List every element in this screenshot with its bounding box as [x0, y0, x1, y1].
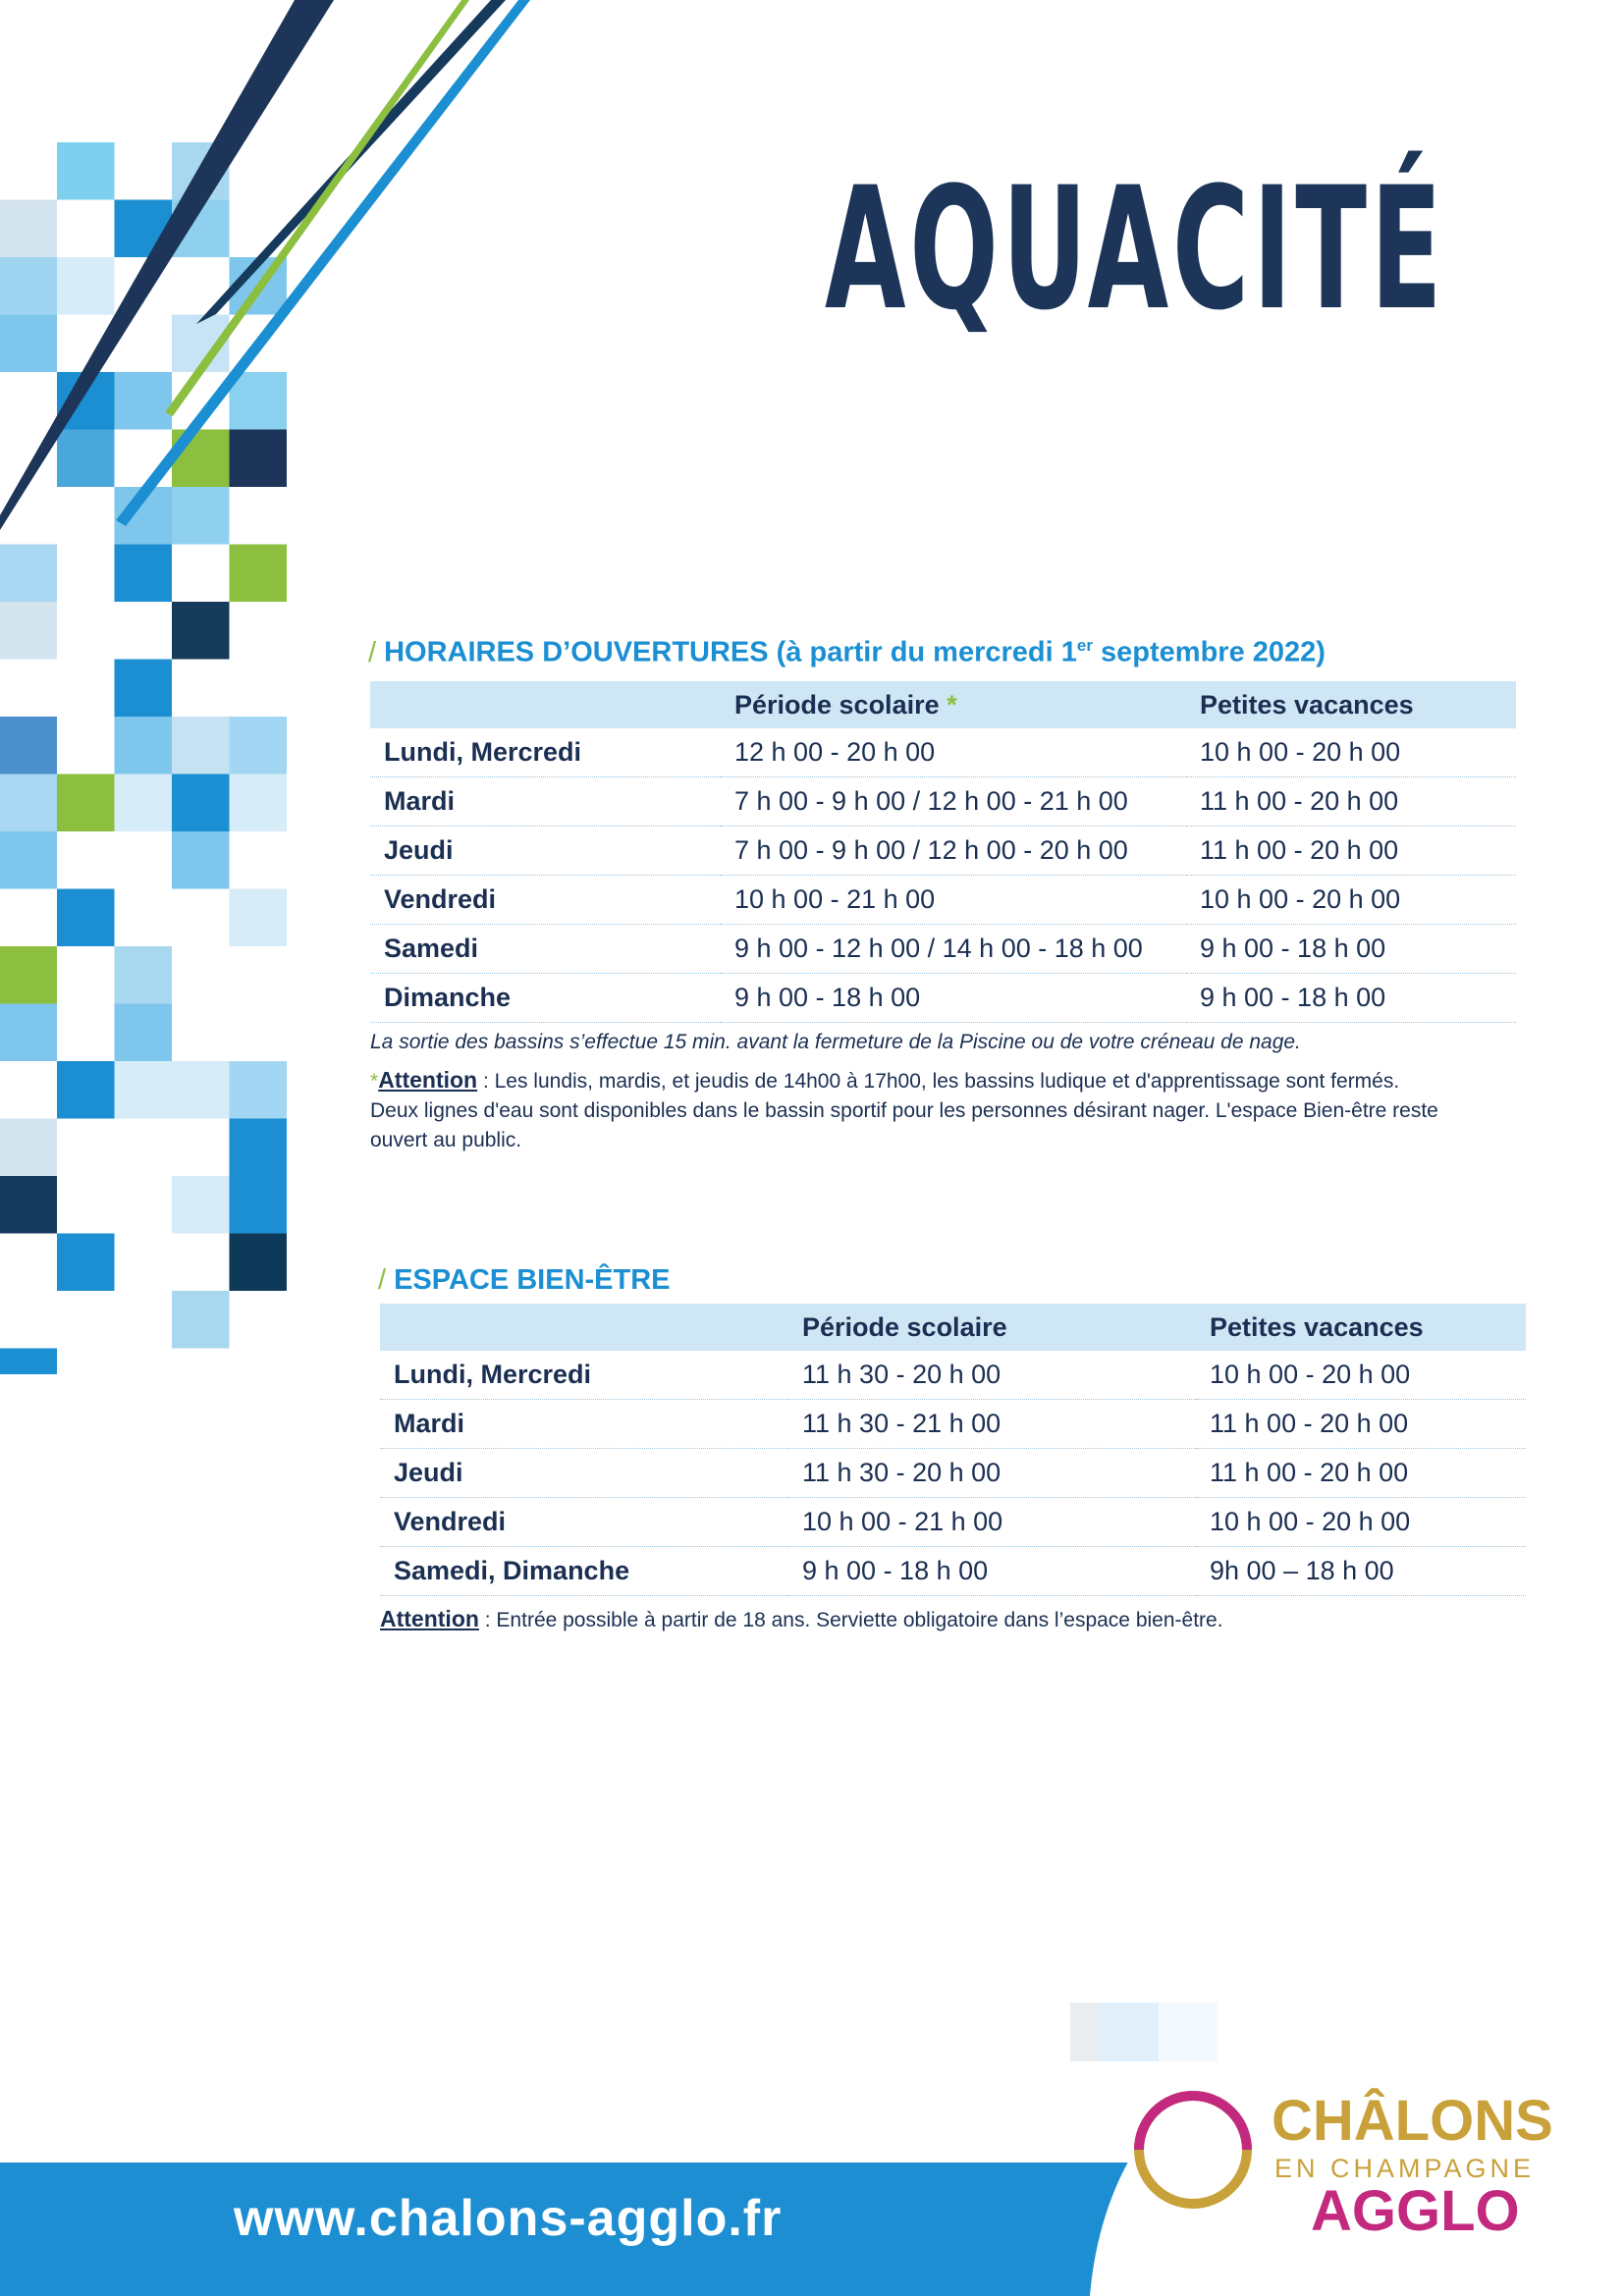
page-title: AQUACITÉ	[825, 150, 1446, 347]
table-row	[370, 974, 1516, 1023]
mosaic-tile	[0, 257, 57, 315]
bienetre-table	[380, 1304, 1526, 1596]
mosaic-tile	[172, 602, 230, 660]
mosaic-tile	[0, 831, 57, 889]
scolaire-cell: 10 h 00 - 21 h 00	[721, 876, 1186, 925]
logo-agglo: AGGLO	[1311, 2179, 1520, 2243]
mosaic-tile	[0, 1004, 57, 1062]
day-cell: Lundi, Mercredi	[380, 1351, 788, 1400]
mosaic-tile	[57, 142, 115, 200]
scolaire-cell: 11 h 30 - 20 h 00	[788, 1351, 1196, 1400]
bienetre-attention-text: : Entrée possible à partir de 18 ans. Serviette obligatoire dans l’espace bien-être.	[478, 1609, 1223, 1631]
mosaic-tile	[57, 430, 115, 488]
vacances-cell: 11 h 00 - 20 h 00	[1196, 1449, 1526, 1498]
header-vacances: Petites vacances	[1186, 681, 1516, 728]
vacances-cell: 9 h 00 - 18 h 00	[1186, 974, 1516, 1023]
mosaic-tile	[172, 1176, 230, 1234]
mosaic-tile	[115, 774, 173, 832]
closing-note: La sortie des bassins s’effectue 15 min. avant la fermeture de la Piscine ou de votre créneau de nage.	[370, 1031, 1301, 1053]
table-row	[380, 1400, 1526, 1449]
mosaic-tile	[230, 774, 288, 832]
mosaic-tile	[0, 315, 57, 373]
scolaire-cell: 11 h 30 - 20 h 00	[788, 1449, 1196, 1498]
vacances-cell: 10 h 00 - 20 h 00	[1196, 1351, 1526, 1400]
day-cell: Vendredi	[380, 1498, 788, 1547]
mosaic-tile	[57, 889, 115, 947]
footer-url[interactable]: www.chalons-agglo.fr	[234, 2190, 783, 2247]
mosaic-tile	[115, 1061, 173, 1119]
mosaic-tile	[230, 1119, 288, 1177]
header-day-cell	[370, 681, 721, 728]
vacances-cell: 11 h 00 - 20 h 00	[1196, 1400, 1526, 1449]
footer-logo-panel	[1070, 2002, 1624, 2296]
mosaic-tile	[115, 660, 173, 718]
scolaire-cell: 7 h 00 - 9 h 00 / 12 h 00 - 21 h 00	[721, 777, 1186, 827]
day-cell: Jeudi	[380, 1449, 788, 1498]
header-scolaire-label: Période scolaire	[734, 689, 940, 720]
vacances-cell: 9h 00 – 18 h 00	[1196, 1547, 1526, 1596]
day-cell: Mardi	[380, 1400, 788, 1449]
header-star: *	[947, 689, 957, 720]
mosaic-tile	[0, 545, 57, 603]
section-slash: /	[378, 1264, 387, 1296]
header-scolaire: Période scolaire	[788, 1304, 1196, 1351]
mosaic-tile	[230, 545, 288, 603]
mosaic-tile	[115, 717, 173, 774]
mosaic-tile	[57, 257, 115, 315]
mosaic-tile	[115, 946, 173, 1004]
mosaic-tile	[57, 1234, 115, 1292]
mosaic-tile	[0, 1349, 57, 1375]
table-header-row	[380, 1304, 1526, 1351]
vacances-cell: 9 h 00 - 18 h 00	[1186, 925, 1516, 974]
bienetre-attention-note	[380, 1604, 1223, 1635]
mosaic-tile	[230, 1176, 288, 1234]
horaires-title-end: septembre 2022)	[1092, 636, 1326, 668]
section-slash: /	[368, 636, 377, 668]
day-cell: Samedi	[370, 925, 721, 974]
logo-en-champagne: EN CHAMPAGNE	[1274, 2154, 1536, 2183]
attention-text: : Les lundis, mardis, et jeudis de 14h00 à 17h00, les bassins ludique et d'apprentissage sont fermés.	[477, 1070, 1400, 1093]
logo-chalons: CHÂLONS	[1272, 2089, 1553, 2153]
table-header-row	[370, 681, 1516, 728]
vacances-cell: 10 h 00 - 20 h 00	[1186, 876, 1516, 925]
blue-stripe	[116, 0, 530, 526]
scolaire-cell: 9 h 00 - 18 h 00	[721, 974, 1186, 1023]
mosaic-tile	[172, 487, 230, 545]
scolaire-cell: 7 h 00 - 9 h 00 / 12 h 00 - 20 h 00	[721, 827, 1186, 876]
mosaic-tile	[115, 545, 173, 603]
bienetre-section-title	[378, 1264, 671, 1297]
day-cell: Lundi, Mercredi	[370, 728, 721, 777]
header-scolaire	[721, 681, 1186, 728]
scolaire-cell: 10 h 00 - 21 h 00	[788, 1498, 1196, 1547]
horaires-table	[370, 681, 1516, 1023]
attention-line-3: ouvert au public.	[370, 1129, 522, 1151]
mosaic-tile	[0, 602, 57, 660]
horaires-title-sup: er	[1076, 636, 1093, 655]
scolaire-cell: 11 h 30 - 21 h 00	[788, 1400, 1196, 1449]
attention-label: Attention	[378, 1067, 478, 1093]
day-cell: Jeudi	[370, 827, 721, 876]
vacances-cell: 10 h 00 - 20 h 00	[1196, 1498, 1526, 1547]
mosaic-tile	[172, 717, 230, 774]
mosaic-tile	[230, 430, 288, 488]
horaires-title-text: HORAIRES D’OUVERTURES (à partir du mercredi 1	[384, 636, 1077, 668]
table-row	[370, 777, 1516, 827]
header-day-cell	[380, 1304, 788, 1351]
mosaic-tile	[230, 717, 288, 774]
scolaire-cell: 12 h 00 - 20 h 00	[721, 728, 1186, 777]
vacances-cell: 11 h 00 - 20 h 00	[1186, 827, 1516, 876]
mosaic-tile	[0, 200, 57, 258]
mosaic-tile	[57, 1061, 115, 1119]
day-cell: Vendredi	[370, 876, 721, 925]
mosaic-tile	[172, 774, 230, 832]
bienetre-attention-label: Attention	[380, 1606, 479, 1631]
mosaic-tile	[115, 372, 173, 430]
attention-note	[370, 1065, 1438, 1155]
mosaic-tile	[115, 1004, 173, 1062]
scolaire-cell: 9 h 00 - 18 h 00	[788, 1547, 1196, 1596]
day-cell: Dimanche	[370, 974, 721, 1023]
mosaic-tile	[0, 774, 57, 832]
mosaic-tile	[230, 1234, 288, 1292]
horaires-section-title	[368, 636, 1326, 669]
mosaic-tile	[0, 1119, 57, 1177]
mosaic-tile	[0, 717, 57, 774]
table-row	[370, 827, 1516, 876]
table-row	[380, 1547, 1526, 1596]
header-vacances: Petites vacances	[1196, 1304, 1526, 1351]
table-row	[380, 1449, 1526, 1498]
table-row	[380, 1498, 1526, 1547]
mosaic-tile	[0, 946, 57, 1004]
mosaic-tile	[172, 1061, 230, 1119]
attention-star: *	[370, 1070, 379, 1093]
bienetre-title-text: ESPACE BIEN-ÊTRE	[394, 1264, 671, 1296]
mosaic-tile	[0, 1176, 57, 1234]
vacances-cell: 11 h 00 - 20 h 00	[1186, 777, 1516, 827]
mosaic-tile	[57, 774, 115, 832]
mosaic-tile	[172, 831, 230, 889]
table-row	[370, 925, 1516, 974]
day-cell: Samedi, Dimanche	[380, 1547, 788, 1596]
mosaic-tile	[230, 889, 288, 947]
day-cell: Mardi	[370, 777, 721, 827]
table-row	[380, 1351, 1526, 1400]
vacances-cell: 10 h 00 - 20 h 00	[1186, 728, 1516, 777]
attention-line-2: Deux lignes d'eau sont disponibles dans le bassin sportif pour les personnes désirant nager. L'espace Bien-être reste	[370, 1099, 1438, 1122]
mosaic-tile	[230, 1061, 288, 1119]
table-row	[370, 876, 1516, 925]
scolaire-cell: 9 h 00 - 12 h 00 / 14 h 00 - 18 h 00	[721, 925, 1186, 974]
table-row	[370, 728, 1516, 777]
mosaic-tile	[230, 372, 288, 430]
mosaic-tile	[172, 1291, 230, 1349]
